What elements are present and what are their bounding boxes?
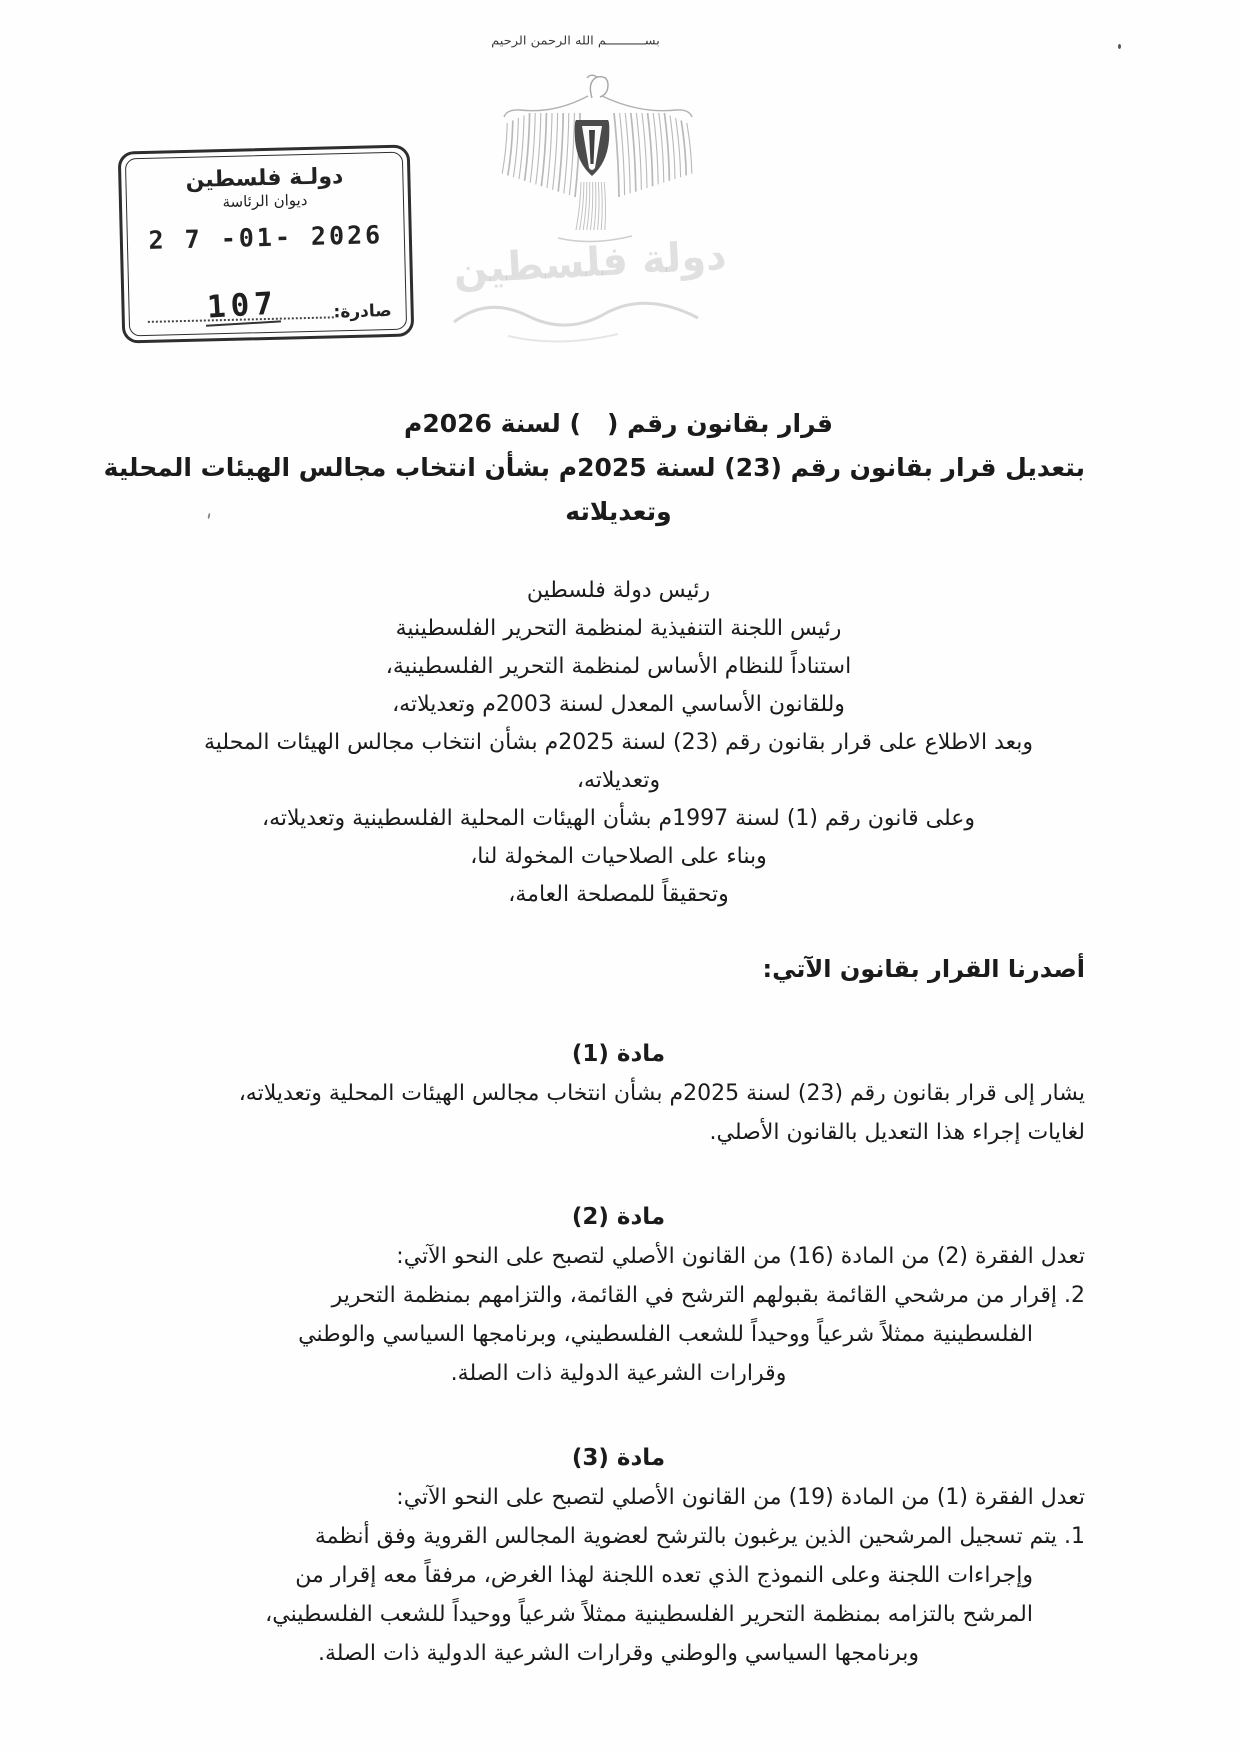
article-2-line: 2. إقرار من مرشحي القائمة بقبولهم الترشح في القائمة، والتزامهم بمنظمة التحرير [331,1283,1085,1308]
article-2-intro: تعدل الفقرة (2) من المادة (16) من القانون الأصلي لتصبح على النحو الآتي: [396,1244,1085,1269]
article-3-line: وبرنامجها السياسي والوطني وقرارات الشرعية الدولية ذات الصلة. [317,1641,920,1666]
decree-title-line2: بتعديل قرار بقانون رقم (23) لسنة 2025م بشأن انتخاب مجالس الهيئات المحلية [103,453,1085,482]
article-1-line: يشار إلى قرار بقانون رقم (23) لسنة 2025م بشأن انتخاب مجالس الهيئات المحلية وتعديلاته، [238,1081,1085,1106]
decree-title [103,402,1085,534]
article-2 [152,1198,1085,1393]
preamble-line: استناداً للنظام الأساس لمنظمة التحرير الفلسطينية، [385,654,852,679]
article-3-line: 1. يتم تسجيل المرشحين الذين يرغبون بالترشح لعضوية المجالس القروية وفق أنظمة [314,1524,1085,1549]
article-2-line: الفلسطينية ممثلاً شرعياً ووحيداً للشعب الفلسطيني، وبرنامجها السياسي والوطني [298,1322,1033,1347]
enactment-clause: أصدرنا القرار بقانون الآتي: [762,955,1085,983]
registry-stamp-inner-border [125,152,407,337]
stamp-issued-row [143,279,392,329]
preamble-line: وعلى قانون رقم (1) لسنة 1997م بشأن الهيئات المحلية الفلسطينية وتعديلاته، [261,806,976,831]
article-1-heading: مادة (1) [571,1041,666,1067]
registry-stamp [118,144,415,343]
article-2-line: وقرارات الشرعية الدولية ذات الصلة. [450,1361,787,1386]
article-3-line: وإجراءات اللجنة وعلى النموذج الذي تعده اللجنة لهذا الغرض، مرفقاً معه إقرار من [295,1563,1033,1588]
scan-speck [1118,44,1121,49]
article-3-line: المرشح بالتزامه بمنظمة التحرير الفلسطينية ممثلاً شرعياً ووحيداً للشعب الفلسطيني، [265,1602,1033,1627]
signature-scribble [448,290,728,346]
preamble-line: وتحقيقاً للمصلحة العامة، [508,882,729,907]
preamble-line: وللقانون الأساسي المعدل لسنة 2003م وتعديلاته، [392,692,845,717]
preamble-line: وبعد الاطلاع على قرار بقانون رقم (23) لسنة 2025م بشأن انتخاب مجالس الهيئات المحلية [204,730,1033,755]
article-1-line: لغايات إجراء هذا التعديل بالقانون الأصلي. [709,1120,1085,1145]
preamble [152,572,1085,914]
preamble-line: وتعديلاته، [576,768,661,793]
faded-stamp-watermark: دولة فلسطين [452,232,728,294]
bismillah-calligraphy: بســــــــــم الله الرحمن الرحيم [491,34,660,49]
palestine-eagle-emblem-icon [492,64,704,256]
preamble-line: رئيس دولة فلسطين [526,578,711,603]
decree-title-line3: وتعديلاته [565,497,672,526]
preamble-line: وبناء على الصلاحيات المخولة لنا، [470,844,767,869]
article-2-heading: مادة (2) [571,1204,666,1230]
article-1 [152,1035,1085,1152]
decree-title-line1: قرار بقانون رقم ( ) لسنة 2026م [403,409,833,438]
article-3-intro: تعدل الفقرة (1) من المادة (19) من القانون الأصلي لتصبح على النحو الآتي: [396,1485,1085,1510]
stamp-issued-label: صادرة: [333,300,392,323]
stamp-state-name: دولـة فلسطين [185,164,344,193]
stamp-serial-number: 107 [204,288,281,327]
stamp-date: 2 7 -01- 2026 [148,220,384,255]
stamp-office-name: ديوان الرئاسة [222,190,308,212]
article-3-heading: مادة (3) [571,1445,666,1471]
article-3 [152,1439,1085,1673]
document-body [103,402,1085,1673]
preamble-line: رئيس اللجنة التنفيذية لمنظمة التحرير الفلسطينية [395,616,842,641]
